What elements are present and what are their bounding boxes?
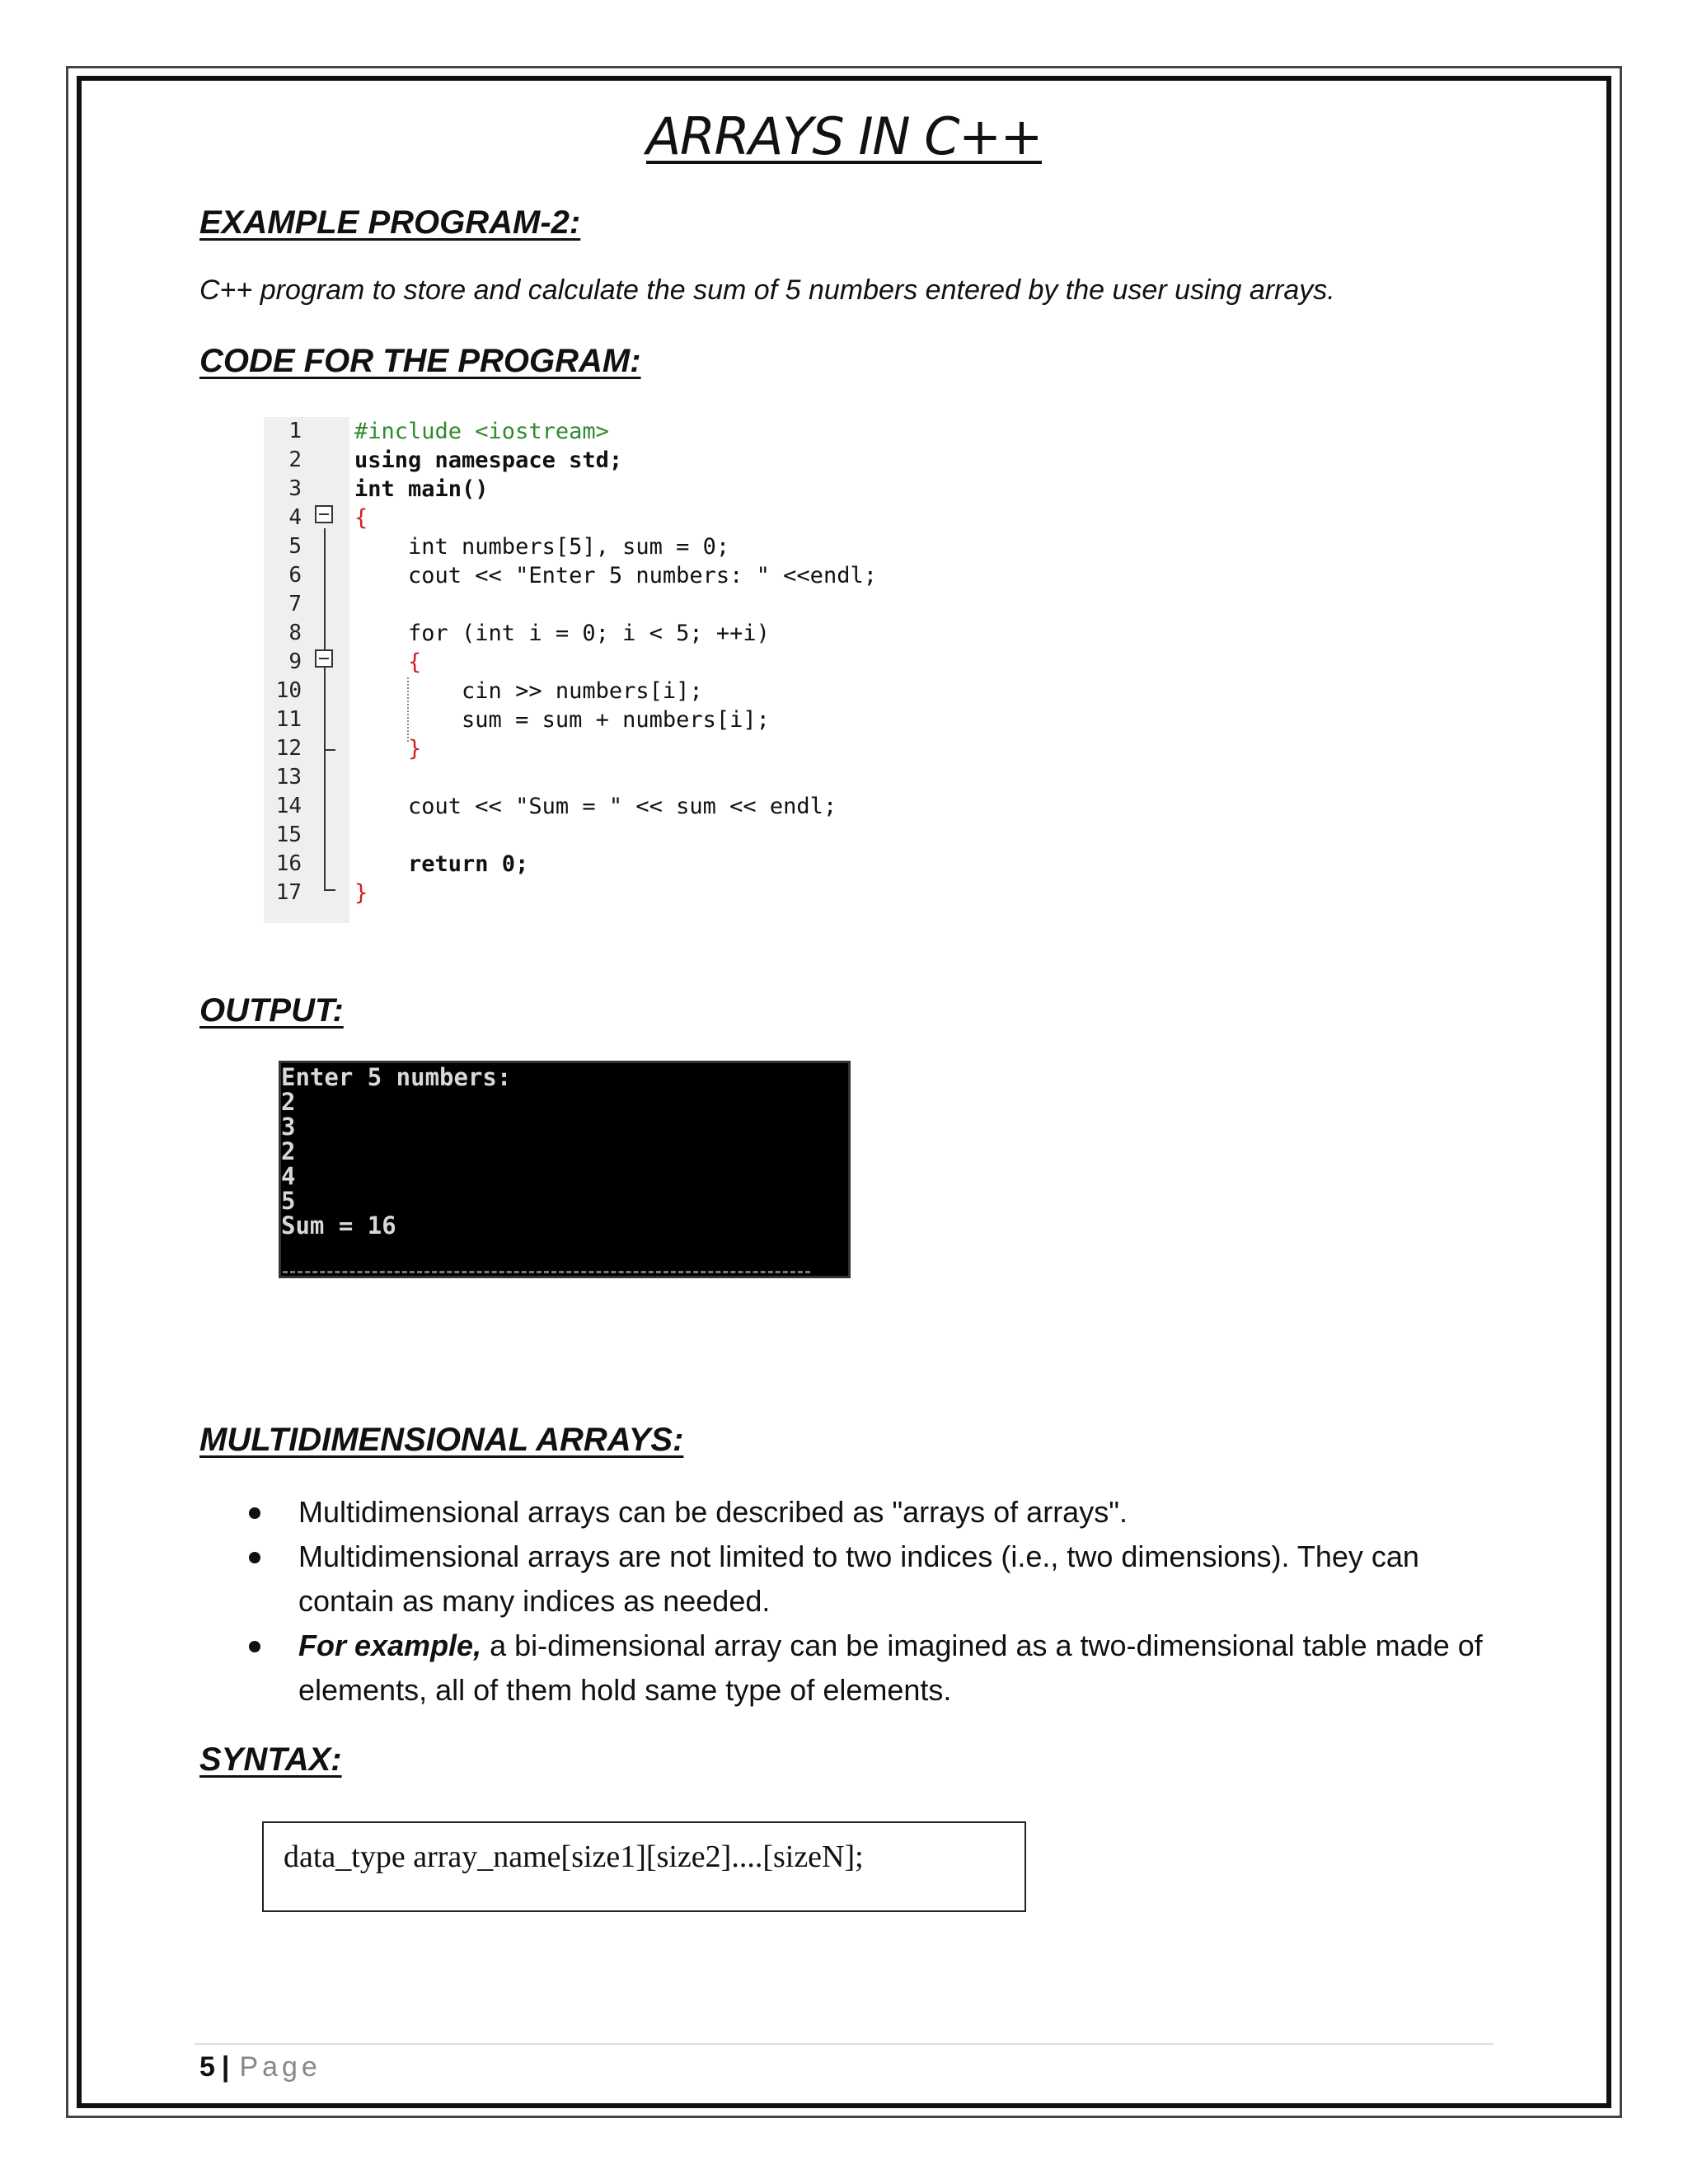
line-number: 17	[275, 880, 302, 905]
line-number: 15	[275, 823, 302, 847]
bullet-text: Multidimensional arrays can be described as "arrays of arrays".	[298, 1495, 1128, 1529]
console-line: Sum = 16	[281, 1212, 396, 1240]
line-number: 3	[288, 476, 302, 501]
bullet-text: Multidimensional arrays are not limited to two indices (i.e., two dimensions). They can contain as many indices as needed.	[298, 1540, 1419, 1618]
code-line: #include <iostream>	[354, 419, 609, 444]
code-line: for (int i = 0; i < 5; ++i)	[354, 621, 770, 646]
code-line: {	[354, 505, 368, 531]
console-line: 3	[281, 1113, 296, 1141]
code-line: return 0;	[354, 851, 529, 877]
bullet-item	[241, 1535, 1493, 1624]
footer-rule	[195, 2043, 1493, 2045]
fold-collapse-icon[interactable]	[315, 649, 333, 668]
program-description: C++ program to store and calculate the sum of 5 numbers entered by the user using arrays.	[199, 274, 1335, 306]
line-number: 9	[288, 649, 302, 674]
line-number: 12	[275, 736, 302, 761]
page-number: 5	[199, 2051, 215, 2083]
code-line: int numbers[5], sum = 0;	[354, 534, 730, 560]
line-number: 8	[288, 621, 302, 645]
bullet-item	[241, 1490, 1493, 1535]
code-line: }	[354, 880, 368, 906]
console-line: 4	[281, 1162, 296, 1190]
fold-end-tick	[324, 749, 335, 751]
footer-separator: |	[221, 2051, 230, 2083]
code-listing	[264, 417, 940, 923]
line-number: 4	[288, 505, 302, 530]
syntax-box	[262, 1821, 1026, 1912]
page-footer	[199, 2049, 321, 2085]
line-number: 10	[275, 678, 302, 703]
fold-guide-line	[324, 528, 326, 889]
bullet-text: a bi-dimensional array can be imagined as a two-dimensional table made of elements, all of them hold same type of elements.	[298, 1629, 1483, 1707]
line-number: 6	[288, 563, 302, 588]
code-line: cout << "Sum = " << sum << endl;	[354, 794, 837, 819]
page-title: ARRAYS IN C++	[646, 106, 1042, 166]
line-number: 14	[275, 794, 302, 818]
example-heading: EXAMPLE PROGRAM-2:	[199, 204, 581, 241]
line-number: 13	[275, 765, 302, 790]
line-number: 7	[288, 592, 302, 616]
line-number: 16	[275, 851, 302, 876]
code-line: cin >> numbers[i];	[354, 678, 703, 704]
bullet-item	[241, 1624, 1493, 1713]
console-line: 5	[281, 1187, 296, 1215]
console-separator	[283, 1271, 810, 1273]
console-output-window	[279, 1061, 851, 1278]
console-line: Enter 5 numbers:	[281, 1063, 512, 1091]
line-number: 2	[288, 448, 302, 472]
multidimensional-heading: MULTIDIMENSIONAL ARRAYS:	[199, 1422, 684, 1458]
code-line: int main()	[354, 476, 489, 502]
code-line: cout << "Enter 5 numbers: " <<endl;	[354, 563, 877, 588]
syntax-text: data_type array_name[size1][size2]....[sizeN];	[284, 1840, 864, 1874]
console-line: 2	[281, 1137, 296, 1165]
code-heading: CODE FOR THE PROGRAM:	[199, 343, 641, 379]
bullet-list	[241, 1490, 1493, 1713]
fold-end-corner	[324, 889, 335, 891]
code-line: using namespace std;	[354, 448, 623, 473]
fold-collapse-icon[interactable]	[315, 505, 333, 523]
line-number: 11	[275, 707, 302, 732]
line-number: 5	[288, 534, 302, 559]
line-number: 1	[288, 419, 302, 443]
syntax-heading: SYNTAX:	[199, 1741, 342, 1778]
code-line: }	[354, 736, 422, 762]
output-heading: OUTPUT:	[199, 992, 344, 1029]
bullet-lead: For example,	[298, 1629, 482, 1662]
code-line: {	[354, 649, 422, 675]
console-line: 2	[281, 1088, 296, 1116]
page-label: Page	[239, 2051, 321, 2083]
code-line: sum = sum + numbers[i];	[354, 707, 770, 733]
